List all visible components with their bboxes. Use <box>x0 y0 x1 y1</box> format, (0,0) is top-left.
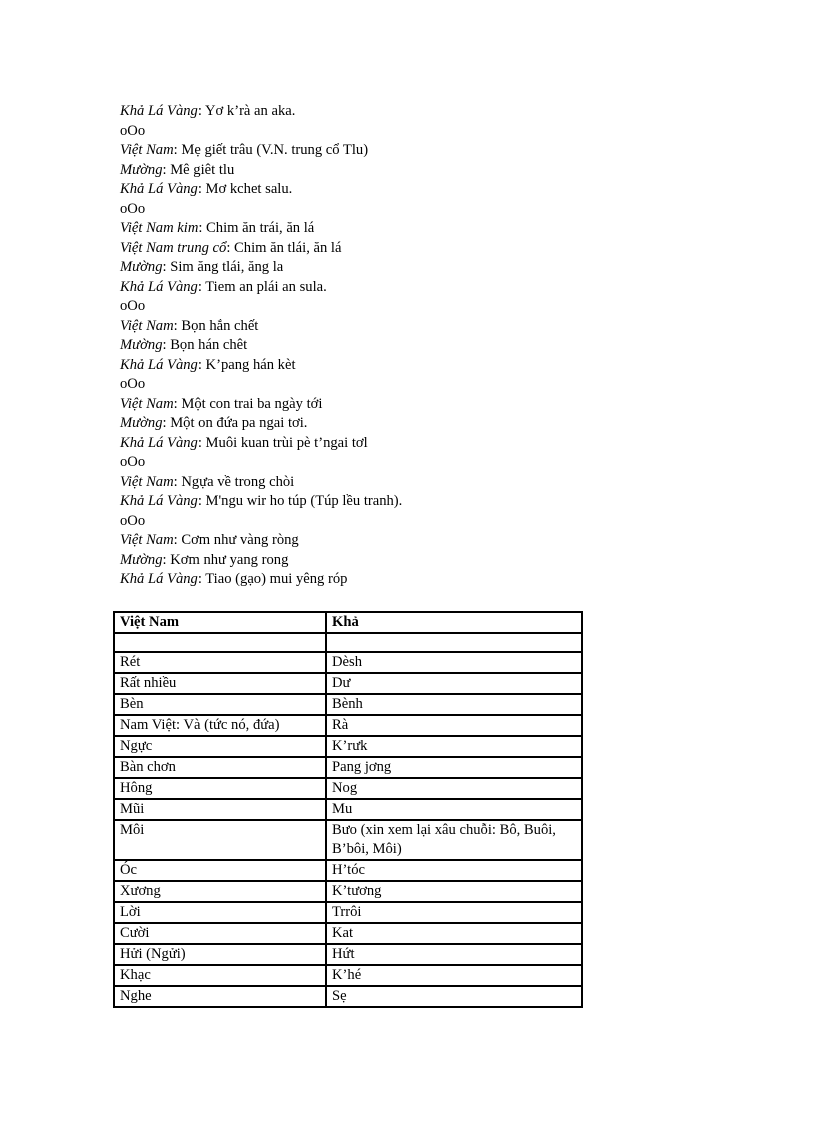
speaker-label: Việt Nam <box>120 532 174 548</box>
line-text: : M'ngu wir ho túp (Túp lều tranh). <box>197 493 403 509</box>
speaker-label: Khả Lá Vàng <box>120 278 198 295</box>
cell-kha: Kat <box>326 923 582 944</box>
line-text: : Chim ăn tlái, ăn lá <box>226 239 342 256</box>
separator-line <box>120 122 402 142</box>
cell-kha: Nog <box>326 778 582 799</box>
line-text: oOo <box>120 200 146 217</box>
speaker-label: Mường <box>120 415 163 431</box>
cell-viet-nam: Khạc <box>114 965 326 986</box>
line-text: oOo <box>120 122 146 139</box>
line-text: : Ngựa về trong chòi <box>173 473 295 490</box>
table-row <box>114 902 582 923</box>
separator-line <box>120 453 402 473</box>
line-text: : Cơm như vàng ròng <box>173 532 299 548</box>
cell-kha: Mu <box>326 799 582 820</box>
column-header-kha: Khả <box>326 612 582 633</box>
cell-viet-nam <box>114 633 326 652</box>
cell-kha: Bưo (xin xem lại xâu chuỗi: Bô, Buôi, B’bôi, Môi) <box>326 820 582 860</box>
cell-kha: K’tương <box>326 881 582 902</box>
cell-kha: Pang jơng <box>326 757 582 778</box>
cell-viet-nam: Xương <box>114 881 326 902</box>
dialogue-line <box>120 434 402 454</box>
cell-viet-nam: Cười <box>114 923 326 944</box>
separator-line <box>120 375 402 395</box>
cell-viet-nam: Môi <box>114 820 326 860</box>
line-text: : K’pang hán kèt <box>197 356 296 373</box>
line-text: : Chim ăn trái, ăn lá <box>198 220 315 236</box>
cell-kha <box>326 633 582 652</box>
dialogue-line <box>120 317 402 337</box>
cell-kha: Dèsh <box>326 652 582 673</box>
separator-line <box>120 297 402 317</box>
table-row <box>114 820 582 860</box>
line-text: : Mẹ giết trâu (V.N. trung cổ Tlu) <box>173 142 369 158</box>
separator-line <box>120 200 402 220</box>
cell-kha: Trrôi <box>326 902 582 923</box>
cell-viet-nam: Bèn <box>114 694 326 715</box>
table-row <box>114 673 582 694</box>
dialogue-line <box>120 102 402 122</box>
cell-kha: H’tóc <box>326 860 582 881</box>
dialogue-line <box>120 336 402 356</box>
speaker-label: Khả Lá Vàng <box>120 571 198 587</box>
table-header-row <box>114 612 582 633</box>
table-row <box>114 633 582 652</box>
table-row <box>114 881 582 902</box>
speaker-label: Việt Nam <box>120 142 174 158</box>
cell-kha: Rà <box>326 715 582 736</box>
speaker-label: Mường <box>120 161 163 178</box>
dialogue-line <box>120 414 402 434</box>
dialogue-line <box>120 219 402 239</box>
line-text: : Mê giêt tlu <box>162 161 235 178</box>
line-text: : Yơ k’rà an aka. <box>197 103 296 119</box>
vocabulary-table <box>113 611 583 1008</box>
table-row <box>114 923 582 944</box>
cell-viet-nam: Nghe <box>114 986 326 1007</box>
dialogue-line <box>120 492 402 512</box>
table-row <box>114 778 582 799</box>
dialogue-line <box>120 239 402 259</box>
column-header-viet-nam: Việt Nam <box>114 612 326 633</box>
cell-kha: Bènh <box>326 694 582 715</box>
speaker-label: Khả Lá Vàng <box>120 356 198 373</box>
line-text: oOo <box>120 376 146 392</box>
speaker-label: Mường <box>120 551 163 568</box>
dialogue-line <box>120 258 402 278</box>
cell-kha: K’rưk <box>326 736 582 757</box>
dialogue-lines <box>120 102 402 590</box>
cell-viet-nam: Hửi (Ngửi) <box>114 944 326 965</box>
dialogue-line <box>120 473 402 493</box>
speaker-label: Khả Lá Vàng <box>120 434 198 451</box>
table-row <box>114 965 582 986</box>
cell-viet-nam: Hông <box>114 778 326 799</box>
separator-line <box>120 512 402 532</box>
cell-viet-nam: Ngực <box>114 736 326 757</box>
dialogue-line <box>120 356 402 376</box>
table-row <box>114 694 582 715</box>
table-row <box>114 944 582 965</box>
dialogue-line <box>120 551 402 571</box>
speaker-label: Mường <box>120 259 163 275</box>
speaker-label: Việt Nam trung cổ <box>120 239 227 256</box>
cell-viet-nam: Rét <box>114 652 326 673</box>
speaker-label: Khả Lá Vàng <box>120 103 198 119</box>
cell-kha: K’hé <box>326 965 582 986</box>
line-text: : Kơm như yang rong <box>162 551 289 568</box>
line-text: : Muôi kuan trùi pè t’ngai tơl <box>197 434 368 451</box>
dialogue-line <box>120 395 402 415</box>
cell-viet-nam: Lời <box>114 902 326 923</box>
table-row <box>114 799 582 820</box>
line-text: : Một con trai ba ngày tới <box>173 395 323 412</box>
line-text: : Tiem an plái an sula. <box>197 278 327 295</box>
dialogue-line <box>120 141 402 161</box>
cell-viet-nam: Bàn chơn <box>114 757 326 778</box>
speaker-label: Việt Nam <box>120 473 174 490</box>
table-row <box>114 715 582 736</box>
line-text: : Bọn hắn chết <box>173 317 259 334</box>
cell-kha: Sẹ <box>326 986 582 1007</box>
speaker-label: Khả Lá Vàng <box>120 181 198 197</box>
speaker-label: Mường <box>120 337 163 353</box>
line-text: oOo <box>120 454 146 470</box>
table-row <box>114 652 582 673</box>
table-row <box>114 860 582 881</box>
line-text: : Bọn hán chêt <box>162 337 248 353</box>
table-row <box>114 757 582 778</box>
cell-viet-nam: Óc <box>114 860 326 881</box>
cell-kha: Hứt <box>326 944 582 965</box>
speaker-label: Việt Nam kim <box>120 220 199 236</box>
line-text: : Một on đứa pa ngai tơi. <box>162 415 308 431</box>
line-text: oOo <box>120 298 146 314</box>
line-text: : Mơ kchet salu. <box>197 181 293 197</box>
speaker-label: Việt Nam <box>120 317 174 334</box>
line-text: : Sim ăng tlái, ăng la <box>162 259 284 275</box>
dialogue-line <box>120 161 402 181</box>
line-text: : Tiao (gạo) mui yêng róp <box>197 571 348 587</box>
speaker-label: Khả Lá Vàng <box>120 493 198 509</box>
line-text: oOo <box>120 512 146 529</box>
cell-kha: Dư <box>326 673 582 694</box>
dialogue-line <box>120 278 402 298</box>
speaker-label: Việt Nam <box>120 395 174 412</box>
cell-viet-nam: Mũi <box>114 799 326 820</box>
cell-viet-nam: Rất nhiều <box>114 673 326 694</box>
table-row <box>114 736 582 757</box>
dialogue-line <box>120 180 402 200</box>
table-row <box>114 986 582 1007</box>
dialogue-line <box>120 531 402 551</box>
cell-viet-nam: Nam Việt: Và (tức nó, đứa) <box>114 715 326 736</box>
dialogue-line <box>120 570 402 590</box>
